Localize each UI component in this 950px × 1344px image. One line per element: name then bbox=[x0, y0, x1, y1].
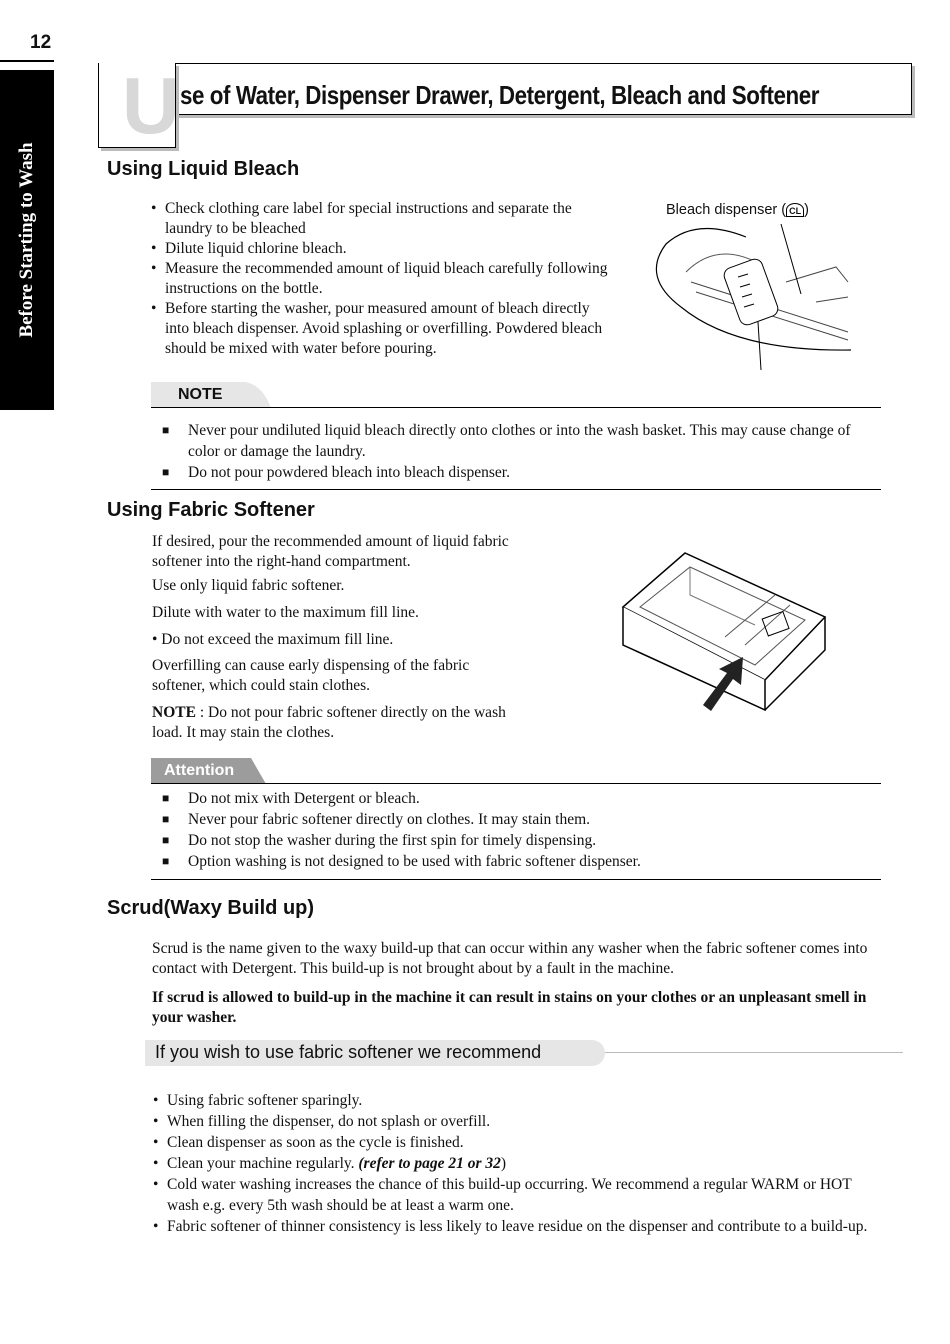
attention-bottom-rule bbox=[151, 879, 881, 880]
softener-paragraph: Overfilling can cause early dispensing of the fabric softener, which could stain clothes. bbox=[152, 657, 470, 694]
softener-paragraph: Dilute with water to the maximum fill line. bbox=[152, 604, 419, 621]
page-number-rule bbox=[0, 60, 54, 62]
list-item: • Before starting the washer, pour measured amount of bleach directly into bleach dispenser. Avoid splashing or overfilling. Powdered bleach should be mixed with water before pouring. bbox=[151, 299, 611, 359]
softener-note-paragraph: NOTE : Do not pour fabric softener directly on the wash load. It may stain the clothes. bbox=[152, 704, 506, 741]
side-tab-label: Before Starting to Wash bbox=[16, 142, 37, 338]
list-item: ■ Do not pour powdered bleach into bleach dispenser. bbox=[162, 462, 862, 483]
recommend-rule bbox=[605, 1052, 903, 1053]
list-item: • Using fabric softener sparingly. bbox=[153, 1090, 883, 1111]
bleach-heading: Using Liquid Bleach bbox=[107, 158, 300, 180]
recommend-banner bbox=[145, 1040, 605, 1066]
note-top-rule bbox=[151, 407, 881, 408]
list-item: • Measure the recommended amount of liquid bleach carefully following instructions on the bottle. bbox=[151, 259, 611, 299]
attention-tab bbox=[151, 758, 271, 784]
note-tab bbox=[151, 382, 271, 408]
list-item: • Cold water washing increases the chance of this build-up occurring. We recommend a regular WARM or HOT wash e.g. every 5th wash should be at least a warm one. bbox=[153, 1174, 883, 1216]
list-item: • Dilute liquid chlorine bleach. bbox=[151, 239, 611, 259]
list-item: • When filling the dispenser, do not splash or overfill. bbox=[153, 1111, 883, 1132]
list-item: ■ Never pour undiluted liquid bleach directly onto clothes or into the wash basket. This may cause change of color or damage the laundry. bbox=[162, 420, 862, 462]
scrud-paragraph: Scrud is the name given to the waxy build-up that can occur within any washer when the fabric softener comes into contact with Detergent. This build-up is not brought about by a fault in the machine. bbox=[152, 940, 868, 977]
scrud-warning: If scrud is allowed to build-up in the machine it can result in stains on your clothes or an unpleasant smell in your washer. bbox=[152, 989, 867, 1026]
list-item: • Clean your machine regularly. (refer to page 21 or 32) bbox=[153, 1153, 883, 1174]
page-reference: (refer to page 21 or 32 bbox=[358, 1155, 501, 1172]
scrud-heading: Scrud(Waxy Build up) bbox=[107, 897, 315, 919]
softener-heading: Using Fabric Softener bbox=[107, 499, 315, 521]
attention-list bbox=[162, 788, 862, 872]
attention-label: Attention bbox=[164, 762, 235, 779]
list-item: • Clean dispenser as soon as the cycle is finished. bbox=[153, 1132, 883, 1153]
bleach-figure-caption: Bleach dispenser ( CL ) bbox=[666, 202, 809, 218]
note-bottom-rule bbox=[151, 489, 881, 490]
page-number: 12 bbox=[30, 32, 52, 53]
softener-paragraph: • Do not exceed the maximum fill line. bbox=[152, 631, 394, 648]
softener-paragraph: If desired, pour the recommended amount of liquid fabric softener into the right-hand compartment. bbox=[152, 533, 509, 570]
list-item: ■ Option washing is not designed to be used with fabric softener dispenser. bbox=[162, 851, 862, 872]
side-tab bbox=[0, 70, 54, 410]
note-list bbox=[162, 420, 862, 483]
softener-paragraph: Use only liquid fabric softener. bbox=[152, 577, 345, 594]
list-item: ■ Never pour fabric softener directly on clothes. It may stain them. bbox=[162, 809, 862, 830]
bleach-bullets bbox=[151, 199, 611, 359]
attention-top-rule bbox=[151, 783, 881, 784]
list-item: ■ Do not mix with Detergent or bleach. bbox=[162, 788, 862, 809]
page-title: se of Water, Dispenser Drawer, Detergent, Bleach and Softener bbox=[180, 80, 819, 110]
list-item: ■ Do not stop the washer during the first spin for timely dispensing. bbox=[162, 830, 862, 851]
title-initial: U bbox=[122, 61, 180, 150]
recommend-label: If you wish to use fabric softener we recommend bbox=[155, 1042, 542, 1062]
list-item: • Fabric softener of thinner consistency is less likely to leave residue on the dispenser and contribute to a build-up. bbox=[153, 1216, 883, 1237]
scrud-bullets bbox=[153, 1090, 883, 1237]
list-item: • Check clothing care label for special instructions and separate the laundry to be bleached bbox=[151, 199, 611, 239]
note-label: NOTE bbox=[178, 386, 223, 403]
dispenser-drawer-illustration bbox=[615, 545, 835, 715]
bleach-dispenser-illustration bbox=[636, 222, 886, 372]
bleach-symbol-icon: CL bbox=[786, 203, 804, 217]
